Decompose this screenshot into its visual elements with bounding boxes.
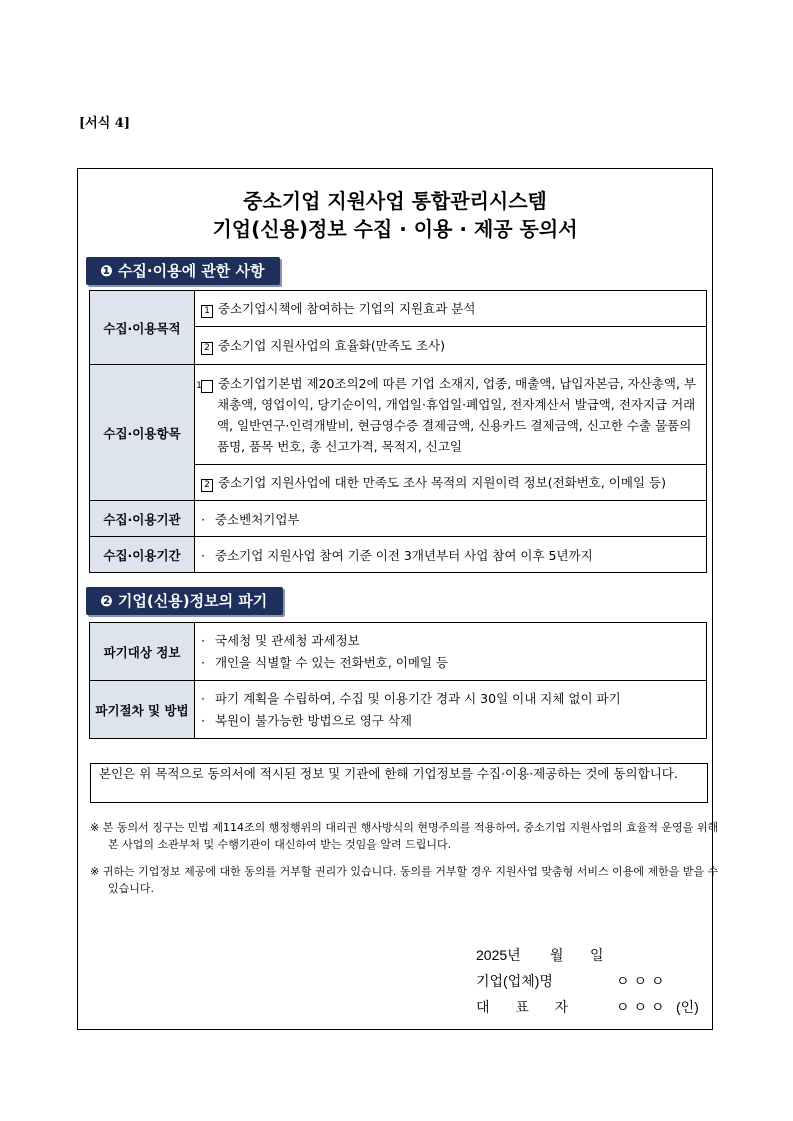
bullet: ·: [201, 511, 205, 527]
bullet: ·: [201, 654, 205, 670]
destruction-table: [89, 622, 707, 739]
procedure-label: 파기절차 및 방법: [90, 681, 195, 739]
purpose-item: [195, 291, 707, 327]
purpose-text: 중소기업 지원사업의 효율화(만족도 조사): [218, 338, 445, 353]
agency-label: 수집·이용기관: [90, 501, 195, 537]
agency-text: 중소벤처기업부: [214, 511, 300, 527]
seal-mark: (인): [676, 999, 699, 1015]
items-entry: [195, 365, 707, 465]
section2-heading: ❷ 기업(신용)정보의 파기: [86, 587, 283, 615]
number-box: 1: [201, 380, 213, 393]
targets-line: 개인을 식별할 수 있는 전화번호, 이메일 등: [214, 654, 449, 670]
bullet: ·: [201, 547, 205, 563]
procedure-value: [195, 681, 707, 739]
procedure-line: 파기 계획을 수립하여, 수집 및 이용기간 경과 시 30일 이내 지체 없이 파기: [214, 690, 621, 706]
purpose-label: 수집·이용목적: [90, 291, 195, 365]
note-proxy: ※ 본 동의서 징구는 민법 제114조의 행정행위의 대리권 행사방식의 현명주의를 적용하여, 중소기업 지원사업의 효율적 운영을 위해 본 사업의 소관부처 및 수행기관이 대신하여 받는 것임을 알려 드립니다.: [90, 821, 719, 851]
purpose-item: [195, 327, 707, 365]
items-text: 중소기업 지원사업에 대한 만족도 조사 목적의 지원이력 정보(전화번호, 이메일 등): [218, 475, 666, 490]
purpose-text: 중소기업시책에 참여하는 기업의 지원효과 분석: [218, 301, 476, 316]
sign-year: 2025년: [476, 947, 521, 963]
items-entry: [195, 465, 707, 501]
representative-value: ㅇㅇㅇ: [616, 999, 669, 1015]
period-label: 수집·이용기간: [90, 537, 195, 573]
items-text: 중소기업기본법 제20조의2에 따른 기업 소재지, 업종, 매출액, 납입자본금, 자산총액, 부채총액, 영업이익, 당기순이익, 개업일·휴업일·폐업일, 전자계산서 발급액, 전자지급 거래액, 일반연구·인력개발비, 현금영수증 결제금액, 신용카드 결제금액, 신고한 수출 물품의 품명, 품목 번호, 총 신고가격, 목적지, 신고일: [217, 375, 696, 454]
number-box: 2: [201, 342, 213, 355]
section1-heading: ❶ 수집·이용에 관한 사항: [86, 257, 280, 285]
consent-statement: 본인은 위 목적으로 동의서에 적시된 정보 및 기관에 한해 기업정보를 수집·이용·제공하는 것에 동의합니다.: [90, 763, 708, 803]
period-text: 중소기업 지원사업 참여 기준 이전 3개년부터 사업 참여 이후 5년까지: [214, 547, 593, 563]
consent-form: [77, 168, 719, 1030]
sign-day: 일: [590, 947, 604, 963]
sign-month: 월: [550, 947, 564, 963]
representative-label: 대 표 자: [476, 999, 575, 1015]
period-value: [195, 537, 707, 573]
number-box: 1: [201, 305, 213, 318]
agency-value: [195, 501, 707, 537]
company-name-label: 기업(업체)명: [476, 973, 553, 989]
collection-table: [89, 290, 707, 573]
bullet: ·: [201, 690, 205, 706]
form-title-line1: 중소기업 지원사업 통합관리시스템: [243, 189, 547, 213]
number-box: 2: [201, 479, 213, 492]
targets-line: 국세청 및 관세청 과세정보: [214, 632, 360, 648]
targets-label: 파기대상 정보: [90, 623, 195, 681]
bullet: ·: [201, 632, 205, 648]
bullet: ·: [201, 712, 205, 728]
items-label: 수집·이용항목: [90, 365, 195, 501]
company-name-value: ㅇㅇㅇ: [616, 973, 669, 989]
targets-value: [195, 623, 707, 681]
note-refusal-right: ※ 귀하는 기업정보 제공에 대한 동의를 거부할 권리가 있습니다. 동의를 거부할 경우 지원사업 맞춤형 서비스 이용에 제한을 받을 수 있습니다.: [90, 865, 719, 895]
form-title-line2: 기업(신용)정보 수집 · 이용 · 제공 동의서: [212, 217, 578, 241]
procedure-line: 복원이 불가능한 방법으로 영구 삭제: [214, 712, 413, 728]
form-number: [서식 4]: [79, 116, 130, 131]
